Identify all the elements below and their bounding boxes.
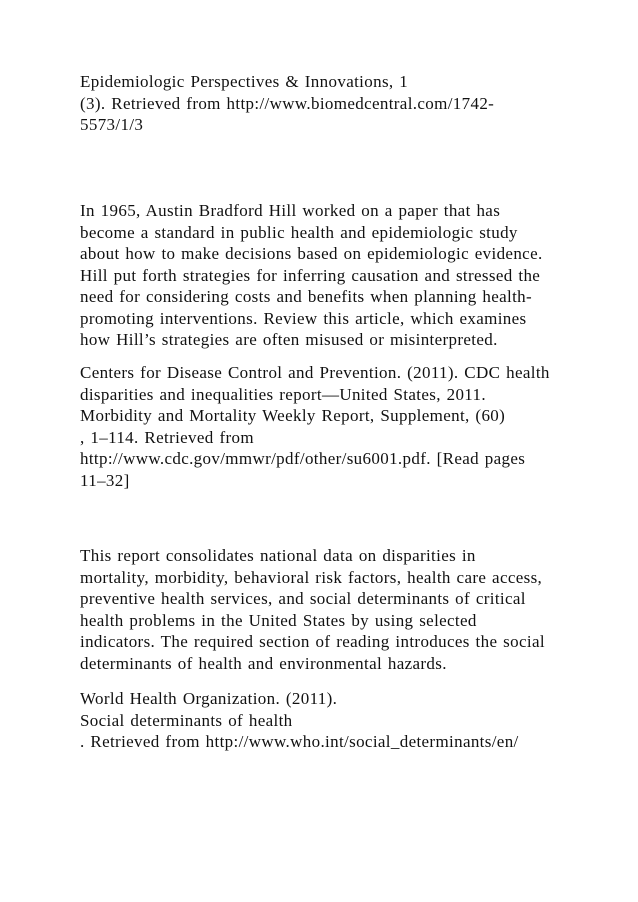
text-line: , 1–114. Retrieved from (80, 427, 254, 447)
text-line: Social determinants of health (80, 710, 293, 730)
paragraph-hill-description (80, 200, 620, 351)
text-line: preventive health services, and social determinants of critical (80, 589, 526, 608)
text-line: need for considering costs and benefits when planning health- (80, 287, 533, 306)
paragraph-cdc-description (80, 545, 620, 674)
text-line: determinants of health and environmental hazards. (80, 653, 447, 673)
citation-cdc-report (80, 362, 620, 491)
text-line: promoting interventions. Review this article, which examines (80, 308, 527, 328)
text-line: http://www.cdc.gov/mmwr/pdf/other/su6001.pdf. [Read pages (80, 449, 526, 468)
text-line: This report consolidates national data on disparities in (80, 546, 476, 565)
text-line: become a standard in public health and epidemiologic study (80, 222, 518, 242)
text-line: Epidemiologic Perspectives & Innovations, 1 (80, 72, 409, 91)
text-line: . Retrieved from http://www.who.int/social_determinants/en/ (80, 732, 519, 751)
text-line: World Health Organization. (2011). (80, 689, 338, 708)
text-line: about how to make decisions based on epidemiologic evidence. (80, 244, 543, 263)
citation-epidemiologic-perspectives (80, 71, 620, 136)
text-line: health problems in the United States by using selected (80, 610, 477, 630)
text-line: In 1965, Austin Bradford Hill worked on a paper that has (80, 201, 501, 220)
text-line: Hill put forth strategies for inferring causation and stressed the (80, 265, 541, 285)
text-line: 11–32] (80, 470, 130, 490)
citation-who (80, 688, 620, 753)
text-line: Morbidity and Mortality Weekly Report, Supplement, (60) (80, 406, 506, 425)
text-line: disparities and inequalities report—United States, 2011. (80, 384, 486, 404)
text-line: indicators. The required section of reading introduces the social (80, 632, 545, 651)
text-line: 5573/1/3 (80, 115, 144, 134)
text-line: Centers for Disease Control and Prevention. (2011). CDC health (80, 363, 550, 382)
text-line: mortality, morbidity, behavioral risk factors, health care access, (80, 567, 543, 587)
text-line: (3). Retrieved from http://www.biomedcentral.com/1742- (80, 93, 495, 113)
text-line: how Hill’s strategies are often misused or misinterpreted. (80, 330, 498, 349)
